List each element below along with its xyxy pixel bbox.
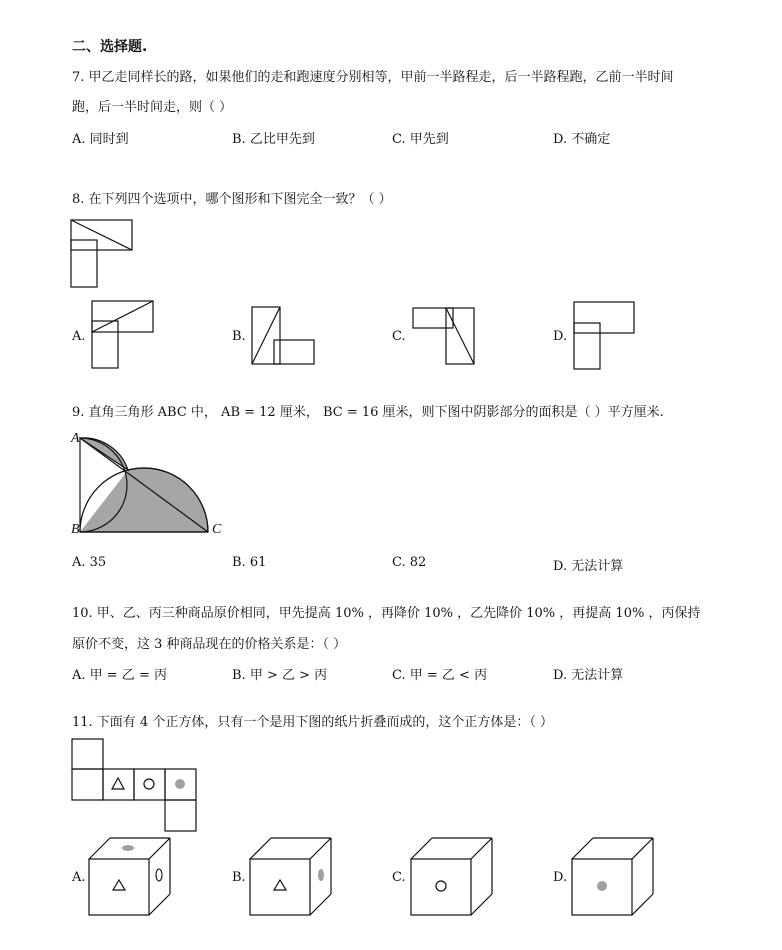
q11-option-b[interactable]: B. [232,870,246,885]
q9-stem: 9. 直角三角形 ABC 中， AB = 12 厘米， BC = 16 厘米，则下图中阴影部分的面积是（ ）平方厘米. [72,405,664,420]
q11-net [72,739,196,831]
q9-point-a: A [71,431,80,446]
q7-option-c[interactable]: C. 甲先到 [392,132,449,147]
q8-option-c[interactable]: C. [392,329,406,344]
q11-cube-a [89,838,170,915]
section-title: 二、选择题. [72,39,148,55]
q11-cube-b [250,838,331,915]
q7-stem-line1: 7. 甲乙走同样长的路，如果他们的走和跑速度分别相等，甲前一半路程走，后一半路程跑，乙前一半时间 [72,70,674,85]
q8-option-a[interactable]: A. [72,329,86,344]
q9-point-c: C [212,522,222,537]
q9-option-d[interactable]: D. 无法计算 [553,559,624,574]
q8-option-d[interactable]: D. [553,329,568,344]
q10-stem-line2: 原价不变，这 3 种商品现在的价格关系是：（ ） [72,637,347,652]
q10-option-a[interactable]: A. 甲 = 乙 = 丙 [72,668,167,683]
q7-stem-line2: 跑，后一半时间走，则（ ） [72,100,233,115]
net-circle-icon [144,779,154,789]
q7-option-b[interactable]: B. 乙比甲先到 [232,132,315,147]
q8-stem: 8. 在下列四个选项中，哪个图形和下图完全一致？（ ） [72,192,392,207]
q10-option-b[interactable]: B. 甲 > 乙 > 丙 [232,668,328,683]
q11-cube-c [411,838,492,915]
q11-option-a[interactable]: A. [72,870,86,885]
q9-option-a[interactable]: A. 35 [72,555,107,570]
q9-point-b: B [71,522,80,537]
q11-option-c[interactable]: C. [392,870,406,885]
q8-option-b[interactable]: B. [232,329,246,344]
q10-option-d[interactable]: D. 无法计算 [553,668,624,683]
q7-option-a[interactable]: A. 同时到 [72,132,129,147]
q10-stem-line1: 10. 甲、乙、丙三种商品原价相同，甲先提高 10% ，再降价 10% ，乙先降价 10% ，再提高 10% ，丙保持 [72,606,701,621]
q11-option-d[interactable]: D. [553,870,568,885]
q9-option-b[interactable]: B. 61 [232,555,267,570]
q11-cube-d [572,838,653,915]
q11-stem: 11. 下面有 4 个正方体，只有一个是用下图的纸片折叠而成的，这个正方体是：（ ） [72,715,553,730]
q10-option-c[interactable]: C. 甲 = 乙 < 丙 [392,668,488,683]
net-dot-icon [175,779,185,789]
q7-option-d[interactable]: D. 不确定 [553,132,611,147]
net-triangle-icon [112,778,124,789]
q9-option-c[interactable]: C. 82 [392,555,427,570]
